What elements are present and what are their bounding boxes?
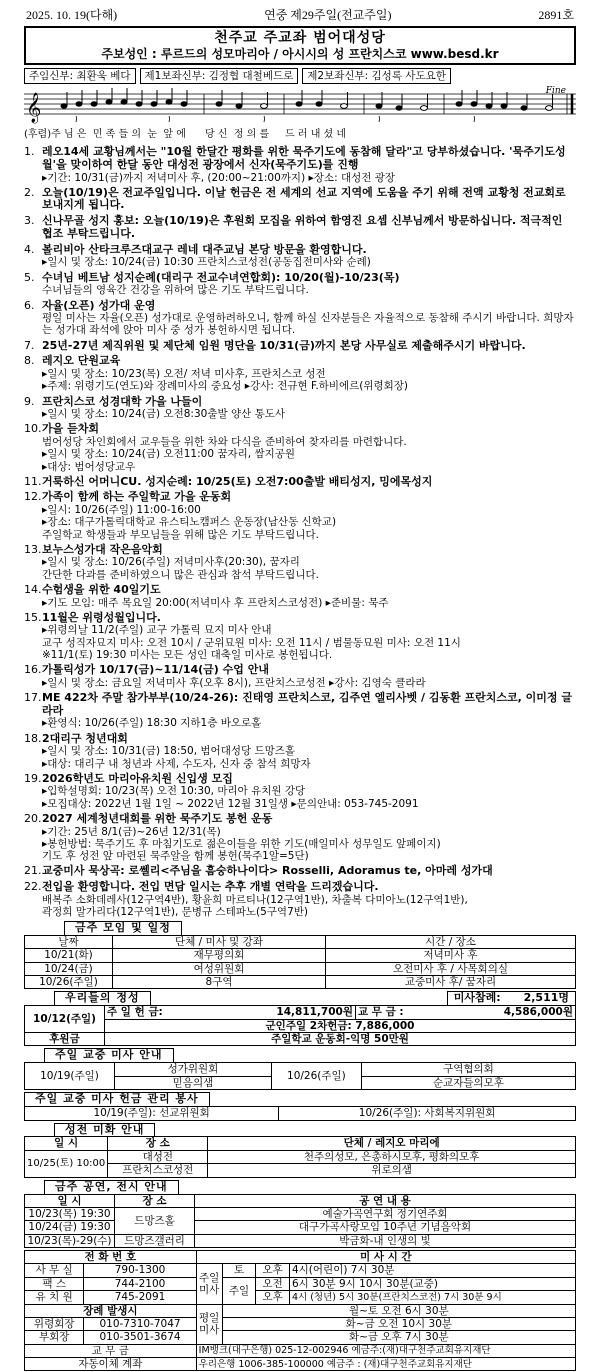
notice-title: 11월은 위령성월입니다.	[42, 610, 161, 624]
notice-title: 교중미사 묵상곡: 로쎌리<주님을 흠숭하나이다> Rosselli, Adoramus te, 아마레 성가대	[42, 864, 493, 878]
notice-item	[24, 612, 576, 661]
weekday-mass-time: 화~금 오후 7시 30분	[222, 1331, 575, 1344]
notice-body	[42, 773, 576, 810]
guide-date-2: 10/26(주일)	[271, 1063, 361, 1090]
notice-item	[24, 733, 576, 770]
phone-number: 010-3501-3674	[84, 1331, 196, 1344]
events-header: 공 연 내 용	[195, 1194, 576, 1207]
weekday-mass-time: 월~토 오전 6시 30분	[222, 1304, 575, 1317]
phone-number: 745-2091	[84, 1291, 196, 1304]
schedule-header-group: 단체 / 미사 및 강좌	[113, 935, 326, 948]
schedule-header-time: 시간 / 장소	[326, 935, 576, 948]
notice-number: 18.	[24, 731, 42, 745]
notice-body	[42, 813, 576, 862]
notice-number: 16.	[24, 662, 42, 676]
notice-title: 프란치스코 성경대학 가을 나들이	[42, 394, 203, 408]
cleaning-header: 장 소	[108, 1137, 208, 1150]
cleaning-date: 10/25(토) 10:00	[25, 1150, 108, 1177]
bank-account-1: IM뱅크(대구은행) 025-12-002946 예금주:(재)대구천주교회유지재단	[196, 1344, 575, 1357]
notice-title: 레오14세 교황님께서는 "10월 한달간 평화를 위한 묵주기도에 동참해 달라"고 당부하셨습니다. '묵주기도성월'을 맞이하여 한달 동안 대성전 광장에서 신자(묵주기도)를 진행	[42, 145, 566, 171]
guide-group: 성가위원회	[115, 1063, 272, 1076]
liturgical-week: 연중 제29주일(전교주일)	[264, 8, 392, 22]
notice-body	[42, 881, 576, 918]
notice-item	[24, 146, 576, 184]
notice-item	[24, 396, 576, 421]
notice-number: 17.	[24, 690, 42, 704]
notice-number: 9.	[24, 394, 35, 408]
notice-title: 25년-27년 제직위원 및 제단체 임원 명단을 10/31(금)까지 본당 사무실로 제출해주시기 바랍니다.	[42, 338, 526, 352]
donation-value: 주일학교 운동회-익명 50만원	[105, 1033, 576, 1046]
table-cell: 박금화-내 인생의 빛	[195, 1234, 576, 1247]
notice-body	[42, 584, 576, 609]
notice-item	[24, 865, 576, 878]
notice-title: 레지오 단원교육	[42, 354, 121, 368]
table-row	[25, 962, 576, 975]
notice-body	[42, 187, 576, 213]
offering-section	[24, 991, 576, 1046]
patron-line: 주보성인 : 루르드의 성모마리아 / 아시시의 성 프란치스코 www.besd.kr	[101, 46, 499, 61]
notice-line: ▸장소: 대구가톨릭대학교 유스티노캠퍼스 운동장(남산동 신학교)	[42, 516, 337, 529]
notice-body	[42, 865, 576, 878]
offering-table	[24, 1005, 576, 1046]
phone-header: 전 화 번 호	[25, 1251, 197, 1264]
notice-line: 기도 후 성전 앞 마련된 묵주알을 함께 봉헌(묵주1알=5단)	[42, 849, 309, 862]
guide-group: 구역협의회	[361, 1063, 575, 1076]
chant-score	[24, 86, 576, 142]
notice-body	[42, 476, 576, 489]
events-tab: 금주 공연, 전시 안내	[44, 1180, 179, 1194]
notice-number: 20.	[24, 811, 42, 825]
notice-body	[42, 423, 576, 472]
church-fee-value: 4,586,000원	[444, 1006, 575, 1019]
notice-body	[42, 300, 576, 337]
notice-list	[24, 146, 576, 918]
notice-line: ▸대상: 대리구 내 청년과 사제, 수도자, 신자 중 참석 희망자	[42, 757, 311, 770]
fine-marker: Fine	[545, 86, 566, 97]
sun-am-mass-time: 6시 30분 9시 10시 30분(교중)	[289, 1277, 575, 1290]
notice-line: 배복주 소화데레사(12구역4반), 황윤희 마르티나(12구역1반), 차출복 다미아노(12구역1반),	[42, 893, 468, 906]
weekday-mass-label	[196, 1304, 222, 1344]
pm-label: 오후	[256, 1264, 290, 1277]
notice-item	[24, 692, 576, 730]
notice-line: 곽정희 말가리다(12구역1반), 문병규 스테파노(5구역7반)	[42, 905, 308, 918]
table-cell: 드망즈갤러리	[115, 1234, 195, 1247]
notice-line: 간단한 다과를 준비하였으니 많은 관심과 참석 부탁드립니다.	[42, 568, 319, 581]
notice-line: ▸일시 및 장소: 10/24(금) 10:30 프란치스코성전(공동집전미사와 순례)	[42, 256, 371, 269]
table-cell: 대성전	[108, 1150, 208, 1163]
notice-item	[24, 584, 576, 609]
sunday-label: 주일	[198, 1271, 220, 1284]
notice-line: 범어성당 차인회에서 교우들을 위한 차와 다식을 준비하여 찾자리를 마련합니다.	[42, 436, 407, 449]
notice-number: 15.	[24, 610, 42, 624]
notice-number: 2.	[24, 185, 35, 199]
phone-number: 744-2100	[84, 1277, 196, 1290]
table-cell: 드망즈홀	[115, 1207, 195, 1234]
notice-item	[24, 244, 576, 269]
notice-number: 21.	[24, 864, 42, 878]
notice-number: 3.	[24, 214, 35, 228]
notice-title: 자율(오픈) 성가대 운영	[42, 298, 156, 312]
notice-title: ME 422차 주말 참가부부(10/24-26): 진태영 프란치스코, 김주연 엘리사벳 / 김동환 프란치스코, 이미정 글라라	[42, 690, 572, 717]
mass-guide-section	[24, 1048, 576, 1090]
notice-line: ▸일시 및 장소: 10/24(금) 오전11:00 꿈자리, 쌈지공원	[42, 448, 296, 461]
sunday-offering-label: 주 일 헌 금:	[105, 1006, 212, 1019]
sat-mass-time: 4시(어린이) 7시 30분	[289, 1264, 575, 1277]
cleaning-tab: 성전 미화 안내	[54, 1123, 155, 1137]
guide-date-1: 10/19(주일)	[25, 1063, 115, 1090]
notice-line: 주일학교 학생들과 부모님들을 위해 많은 기도 부탁드립니다.	[42, 528, 319, 541]
notice-number: 4.	[24, 242, 35, 256]
notice-number: 7.	[24, 338, 35, 352]
mass-time-header: 미 사 시 간	[196, 1251, 575, 1264]
notice-line: ▸일시 및 장소: 10/24(금) 오전8:30출발 양산 통도사	[42, 408, 286, 421]
parish-name: 천주교 주교좌 범어대성당	[214, 30, 386, 46]
notice-line: ▸대상: 범어성당교우	[42, 460, 136, 473]
pastor-main: 주임신부: 최환욱 베다	[24, 68, 136, 84]
collection-cell: 10/26(주일): 사회복지위원회	[279, 1107, 576, 1120]
notice-number: 5.	[24, 270, 35, 284]
notice-body	[42, 733, 576, 770]
notice-item	[24, 664, 576, 689]
table-row	[25, 949, 576, 962]
notice-item	[24, 544, 576, 581]
weekday-label: 평일	[198, 1311, 220, 1324]
notice-item	[24, 272, 576, 297]
table-cell: 예술가곡연구회 정기연주회	[195, 1207, 576, 1220]
offering-tab: 우리들의 정성	[54, 991, 151, 1005]
notice-number: 11.	[24, 474, 42, 488]
phone-label: 팩 스	[25, 1277, 84, 1290]
notice-number: 12.	[24, 490, 42, 504]
table-row	[25, 975, 576, 988]
guide-group: 믿음의샘	[115, 1076, 272, 1089]
notice-number: 1.	[24, 145, 35, 159]
notice-number: 6.	[24, 298, 35, 312]
events-header: 장 소	[115, 1194, 195, 1207]
table-cell: 8구역	[113, 975, 326, 988]
notice-line: ▸일시 및 장소: 10/23(목) 오전/ 저녁 미사후, 프란치스코 성전	[42, 368, 326, 381]
notice-body	[42, 355, 576, 392]
table-cell: 10/23(목)-29(수)	[25, 1234, 115, 1247]
pm-label: 오후	[256, 1291, 290, 1304]
phone-label: 유 치 원	[25, 1291, 84, 1304]
phone-number: 790-1300	[84, 1264, 196, 1277]
pastors-row	[24, 68, 576, 84]
sun-label: 주일	[222, 1277, 256, 1304]
table-cell: 천주의성모, 은총하시모후, 평화의모후	[208, 1150, 576, 1163]
table-cell: 저녁미사 후	[326, 949, 576, 962]
notice-line: ▸환영식: 10/26(주일) 18:30 지하1층 바오로홀	[42, 717, 262, 730]
notice-item	[24, 491, 576, 540]
notice-line: ▸봉헌방법: 묵주기도 후 마침기도로 젊은이들을 위한 기도(매일미사 성무일도 앞페이지)	[42, 837, 441, 850]
notice-line: ▸위령의날 11/2(주일) 교구 가톨릭 묘지 미사 안내	[42, 624, 272, 637]
collection-section	[24, 1092, 576, 1120]
notice-item	[24, 187, 576, 213]
notice-line: ▸기간: 25년 8/1(금)~26년 12/31(목)	[42, 825, 221, 838]
notice-body	[42, 396, 576, 421]
notice-title: 수험생을 위한 40일기도	[42, 582, 161, 596]
notice-item	[24, 215, 576, 241]
phone-number: 010-7310-7047	[84, 1317, 196, 1330]
am-label: 오전	[256, 1277, 290, 1290]
mass-attendance-value: 2,511명	[523, 991, 569, 1005]
notice-line: ▸주제: 위령기도(연도)와 장례미사의 중요성 ▸강사: 전규현 F.하비에르(위령회장)	[42, 380, 409, 393]
funeral-contact-label: 장례 발생시	[25, 1304, 197, 1317]
notice-title: 거룩하신 어머니CU. 성지순례: 10/25(토) 오전7:00출발 배티성지, 밍에목성지	[42, 474, 433, 488]
music-staff	[24, 86, 576, 128]
cleaning-section	[24, 1123, 576, 1178]
notice-line: 평일 미사는 자율(오픈) 성가대로 운영하려하오니, 함께 하실 신자분들은 자율적으로 동참해 주시기 바랍니다. 희망자는 성가대 좌석에 앉아 미사 중 성가 봉헌하시면 됩니다.	[42, 312, 574, 337]
pastor-assistant-2: 제2보좌신부: 김성록 사도요한	[302, 68, 451, 84]
bank-account-2: 우리은행 1006-385-100000 예금주 : (재)대구천주교회유지재단	[196, 1358, 575, 1371]
table-cell: 10/26(주일)	[25, 975, 113, 988]
church-fee-label: 교 무 금 :	[355, 1006, 444, 1019]
notice-number: 14.	[24, 582, 42, 596]
guide-group: 순교자들의모후	[361, 1076, 575, 1089]
pastor-assistant-1: 제1보좌신부: 김정협 대철베드로	[140, 68, 299, 84]
collection-cell: 10/19(주일): 선교위원회	[25, 1107, 279, 1120]
notice-number: 13.	[24, 542, 42, 556]
table-cell: 프란치스코성전	[108, 1164, 208, 1177]
sunday-mass-label	[196, 1264, 222, 1304]
notice-item	[24, 813, 576, 862]
notice-line: 교구 성직자묘지 미사: 오전 10시 / 군위묘원 미사: 오전 11시 / 범물동묘원 미사: 오전 11시	[42, 636, 461, 649]
notice-title: 가을 듣차회	[42, 422, 99, 436]
notice-line: 수녀님들의 영육간 건강을 위하여 많은 기도 부탁드립니다.	[42, 284, 309, 297]
notice-item	[24, 423, 576, 472]
bulletin-header	[24, 8, 576, 24]
mass-word: 미사	[198, 1324, 220, 1337]
notice-line: ▸입학설명회: 10/23(목) 오전 10:30, 마리아 유치원 강당	[42, 785, 306, 798]
offering-date: 10/12(주일)	[25, 1006, 105, 1033]
notice-body	[42, 612, 576, 661]
table-cell: 대구가곡사랑모임 10주년 기념음악회	[195, 1221, 576, 1234]
notice-title: 보누스성가대 작은음악회	[42, 542, 163, 556]
notice-item	[24, 355, 576, 392]
notice-body	[42, 544, 576, 581]
table-cell: 10/24(금)	[25, 962, 113, 975]
notice-title: 2대리구 청년대회	[42, 731, 128, 745]
phone-label: 부회장	[25, 1331, 84, 1344]
notice-line: ▸기도 모임: 매주 목요일 20:00(저녁미사 후 프란치스코성전) ▸준비물: 묵주	[42, 596, 389, 609]
mass-attendance	[447, 991, 576, 1005]
notice-item	[24, 773, 576, 810]
sun-pm-mass-time: 4시 (청년) 5시 30분(프란치스코전) 7시 30분 9시	[289, 1291, 575, 1304]
title-box	[24, 26, 576, 65]
donation-label: 후원금	[25, 1033, 105, 1046]
notice-title: 수녀님 베트남 성지순례(대리구 전교수녀연합회): 10/20(월)-10/23(목)	[42, 270, 400, 284]
phone-label: 위령회장	[25, 1317, 84, 1330]
table-cell: 오전미사 후 / 사목회의실	[326, 962, 576, 975]
schedule-section	[24, 921, 576, 989]
events-header: 일 시	[25, 1194, 115, 1207]
schedule-header-date: 날짜	[25, 935, 113, 948]
notice-number: 10.	[24, 422, 42, 436]
events-table	[24, 1194, 576, 1249]
table-cell: 위로의샘	[208, 1164, 576, 1177]
mass-attendance-label: 미사참례:	[453, 991, 501, 1005]
table-cell: 10/23(목) 19:30	[25, 1207, 115, 1220]
weekday-mass-time: 화~금 오전 10시 30분	[222, 1317, 575, 1330]
mass-guide-tab: 주일 교중 미사 안내	[44, 1048, 174, 1062]
mass-word: 미사	[198, 1284, 220, 1296]
notice-title: 전입을 환영합니다. 전입 면담 일시는 추후 개별 연락을 드리겠습니다.	[42, 879, 379, 893]
notice-body	[42, 664, 576, 689]
notice-body	[42, 244, 576, 269]
notice-body	[42, 215, 576, 241]
contact-mass-table	[24, 1250, 576, 1371]
notice-item	[24, 300, 576, 337]
notice-body	[42, 692, 576, 730]
notice-item	[24, 476, 576, 489]
table-cell: 10/21(화)	[25, 949, 113, 962]
notice-line: ▸기간: 10/31(금)까지 저녁미사 후, (20:00~21:00까지) ▸장소: 대성전 광장	[42, 171, 395, 184]
issue-date: 2025. 10. 19(다해)	[26, 8, 118, 22]
table-cell: 여성위원회	[113, 962, 326, 975]
issue-number: 2891호	[538, 8, 574, 22]
notice-line: ▸일시 및 장소: 10/26(주일) 저녁미사후(20:30), 꿈자리	[42, 556, 300, 569]
sunday-offering-value: 14,811,700원	[212, 1006, 356, 1019]
notice-line: ▸모집대상: 2022년 1월 1일 ~ 2022년 12월 31일생 ▸문의안내: 053-745-2091	[42, 797, 419, 810]
table-cell: 교중미사 후/ 꿈자리	[326, 975, 576, 988]
cleaning-header: 일 시	[25, 1137, 108, 1150]
second-collection: 군인주일 2차헌금: 7,886,000	[105, 1019, 576, 1032]
cleaning-table	[24, 1136, 576, 1177]
table-cell: 재무평의회	[113, 949, 326, 962]
notice-line: ※11/1(토) 19:30 미사는 모든 성인 대축일 미사로 봉헌됩니다.	[42, 648, 333, 661]
notice-line: ▸일시 및 장소: 금요일 저녁미사 후(오후 8시), 프란치스코성전 ▸강사: 김영숙 클라라	[42, 676, 426, 689]
sat-label: 토	[222, 1264, 256, 1277]
notice-body	[42, 491, 576, 540]
mass-guide-table	[24, 1062, 576, 1090]
notice-title: 오늘(10/19)은 전교주일입니다. 이날 헌금은 전 세계의 선교 지역에 도움을 주기 위해 전액 교황청 전교회로 보내지게 됩니다.	[42, 185, 566, 212]
phone-label: 사 무 실	[25, 1264, 84, 1277]
notice-number: 8.	[24, 354, 35, 368]
notice-body	[42, 340, 576, 353]
collection-table	[24, 1106, 576, 1120]
church-fee-title: 교 무 금	[25, 1344, 197, 1357]
svg-text:𝄞: 𝄞	[26, 93, 42, 124]
auto-transfer-label: 자동이체 계좌	[25, 1358, 197, 1371]
notice-title: 2027 세계청년대회를 위한 묵주기도 봉헌 운동	[42, 811, 273, 825]
notice-number: 22.	[24, 879, 42, 893]
notice-item	[24, 340, 576, 353]
notice-body	[42, 146, 576, 184]
table-cell: 10/24(금) 19:30	[25, 1221, 115, 1234]
notice-number: 19.	[24, 771, 42, 785]
notice-line: ▸일시: 10/26(주일) 11:00-16:00	[42, 504, 201, 517]
notice-item	[24, 881, 576, 918]
events-section	[24, 1180, 576, 1248]
notice-title: 신나무골 성지 홍보: 오늘(10/19)은 후원회 모집을 위하여 함영진 요셉 신부님께서 방문하십니다. 적극적인 협조 부탁드립니다.	[42, 214, 563, 240]
notice-body	[42, 272, 576, 297]
cleaning-header: 단체 / 레지오 마리에	[208, 1137, 576, 1150]
notice-title: 가톨릭성가 10/17(금)~11/14(금) 수업 안내	[42, 662, 269, 676]
notice-line: ▸일시 및 장소: 10/31(금) 18:50, 범어대성당 드망즈홀	[42, 745, 296, 758]
schedule-tab: 금주 모임 및 일정	[64, 921, 182, 935]
chant-lyrics: (후렴)주 님 은 민 족 들 의 눈 앞 에 당 신 정 의 를 드 러 내 셨 네	[24, 129, 347, 141]
notice-title: 가족이 함께 하는 주일학교 가을 운동회	[42, 490, 232, 504]
collection-tab: 주일 교중 미사 헌금 관리 봉사	[24, 1092, 210, 1106]
notice-title: 2026학년도 마리아유치원 신입생 모집	[42, 771, 233, 785]
schedule-table	[24, 935, 576, 990]
notice-title: 볼리비아 산타크루즈대교구 레네 대주교님 본당 방문을 환영합니다.	[42, 242, 367, 256]
